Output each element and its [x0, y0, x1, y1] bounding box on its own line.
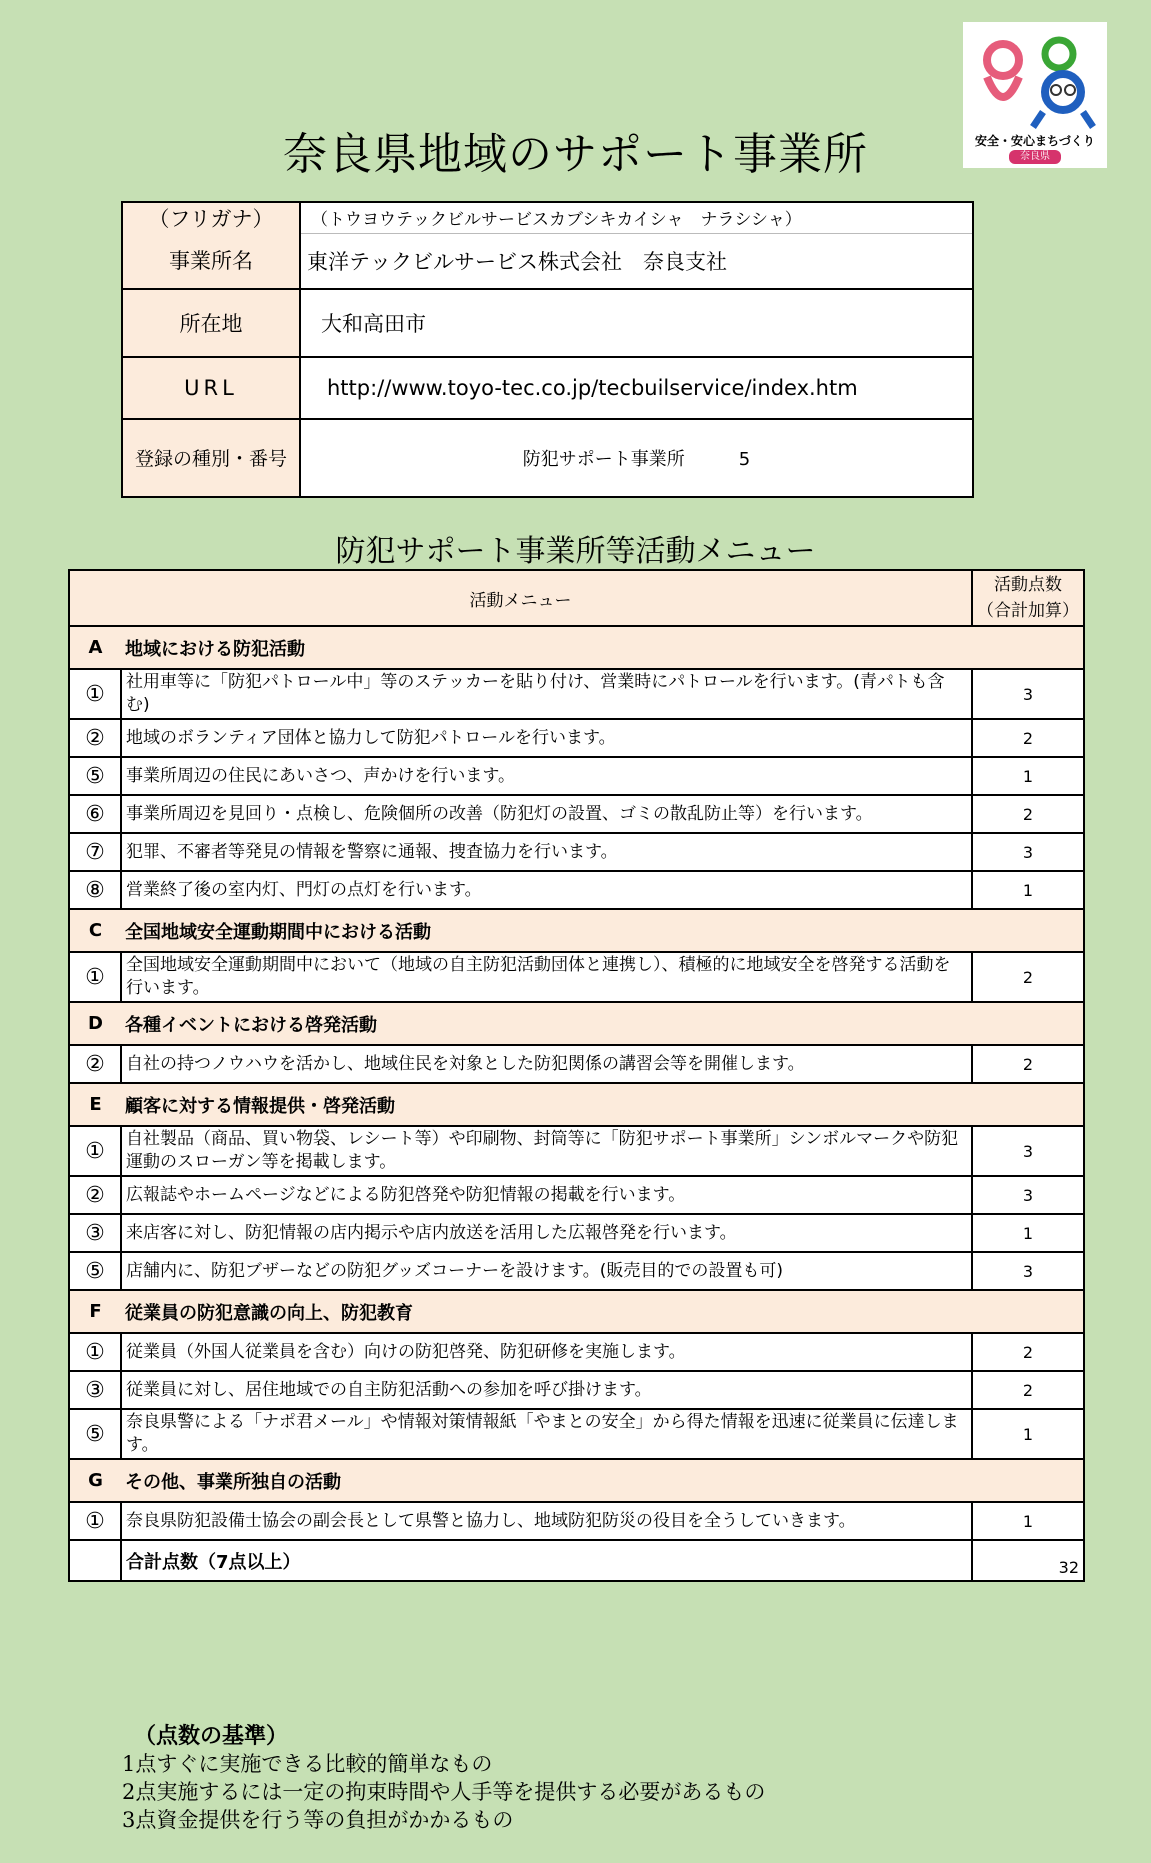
activity-row: [69, 833, 1084, 871]
section-title: 各種イベントにおける啓発活動: [121, 1002, 972, 1045]
address-label: 所在地: [122, 289, 300, 357]
section-blank: [972, 1083, 1084, 1126]
activity-points: 2: [972, 1371, 1084, 1409]
activity-points: 3: [972, 1126, 1084, 1176]
page-title: 奈良県地域のサポート事業所: [283, 129, 868, 180]
total-blank: [69, 1540, 121, 1581]
name-value: 東洋テックビルサービス株式会社 奈良支社: [300, 233, 973, 289]
activity-menu-table: [68, 569, 1085, 1582]
activity-text: 全国地域安全運動期間中において（地域の自主防犯活動団体と連携し）、積極的に地域安全を啓発する活動を行います。: [121, 952, 972, 1002]
total-value: 32: [972, 1540, 1084, 1581]
section-title: 顧客に対する情報提供・啓発活動: [121, 1083, 972, 1126]
section-title: 全国地域安全運動期間中における活動: [121, 909, 972, 952]
registration-label: 登録の種別・番号: [122, 419, 300, 497]
activity-points: 1: [972, 1409, 1084, 1459]
activity-text: 来店客に対し、防犯情報の店内掲示や店内放送を活用した広報啓発を行います。: [121, 1214, 972, 1252]
activity-number: ⑤: [69, 1252, 121, 1290]
section-title: 従業員の防犯意識の向上、防犯教育: [121, 1290, 972, 1333]
logo-badge: 奈良県: [1009, 150, 1061, 164]
criteria: [122, 1722, 765, 1834]
activity-row: [69, 1045, 1084, 1083]
activity-number: ①: [69, 1126, 121, 1176]
criteria-line-1: 1点すぐに実施できる比較的簡単なもの: [122, 1752, 493, 1776]
section-blank: [972, 1002, 1084, 1045]
name-label: 事業所名: [122, 233, 300, 289]
total-row: [69, 1540, 1084, 1581]
activity-points: 1: [972, 1502, 1084, 1540]
activity-points: 2: [972, 1333, 1084, 1371]
mascot-logo-icon: [963, 22, 1107, 132]
section-row: [69, 1002, 1084, 1045]
total-label: 合計点数（7点以上）: [121, 1540, 972, 1581]
activity-points: 3: [972, 669, 1084, 719]
activity-number: ⑧: [69, 871, 121, 909]
activity-number: ②: [69, 1176, 121, 1214]
section-row: [69, 626, 1084, 669]
logo-text: 安全・安心まちづくり: [975, 134, 1095, 148]
activity-number: ③: [69, 1214, 121, 1252]
activity-points: 1: [972, 871, 1084, 909]
activity-row: [69, 795, 1084, 833]
activity-text: 自社製品（商品、買い物袋、レシート等）や印刷物、封筒等に「防犯サポート事業所」シンボルマークや防犯運動のスローガン等を掲載します。: [121, 1126, 972, 1176]
activity-points: 2: [972, 795, 1084, 833]
criteria-title: （点数の基準）: [134, 1723, 289, 1749]
section-blank: [972, 1459, 1084, 1502]
section-row: [69, 1459, 1084, 1502]
activity-row: [69, 669, 1084, 719]
furigana-value: （トウヨウテックビルサービスカブシキカイシャ ナラシシャ）: [300, 202, 973, 233]
activity-row: [69, 1409, 1084, 1459]
points-header-line1: 活動点数: [994, 575, 1062, 595]
activity-text: 従業員（外国人従業員を含む）向けの防犯啓発、防犯研修を実施します。: [121, 1333, 972, 1371]
activity-points: 3: [972, 1252, 1084, 1290]
activity-number: ①: [69, 669, 121, 719]
activity-number: ①: [69, 1502, 121, 1540]
section-title: その他、事業所独自の活動: [121, 1459, 972, 1502]
activity-number: ②: [69, 719, 121, 757]
activity-number: ①: [69, 1333, 121, 1371]
points-header-line2: （合計加算）: [977, 601, 1079, 621]
section-row: [69, 909, 1084, 952]
activity-number: ②: [69, 1045, 121, 1083]
activity-number: ①: [69, 952, 121, 1002]
menu-header: 活動メニュー: [69, 570, 972, 626]
activity-row: [69, 1502, 1084, 1540]
section-blank: [972, 909, 1084, 952]
menu-header-row: [69, 570, 1084, 626]
registration-value: 防犯サポート事業所 5: [300, 419, 973, 497]
criteria-line-2: 2点実施するには一定の拘束時間や人手等を提供する必要があるもの: [122, 1780, 766, 1804]
activity-points: 2: [972, 952, 1084, 1002]
activity-text: 広報誌やホームページなどによる防犯啓発や防犯情報の掲載を行います。: [121, 1176, 972, 1214]
criteria-line-3: 3点資金提供を行う等の負担がかかるもの: [122, 1808, 514, 1832]
section-letter: G: [69, 1459, 121, 1502]
activity-text: 犯罪、不審者等発見の情報を警察に通報、捜査協力を行います。: [121, 833, 972, 871]
activity-text: 奈良県警による「ナポ君メール」や情報対策情報紙「やまとの安全」から得た情報を迅速に従業員に伝達します。: [121, 1409, 972, 1459]
activity-row: [69, 952, 1084, 1002]
activity-row: [69, 1214, 1084, 1252]
activity-text: 自社の持つノウハウを活かし、地域住民を対象とした防犯関係の講習会等を開催します。: [121, 1045, 972, 1083]
section-title: 地域における防犯活動: [121, 626, 972, 669]
address-value: 大和高田市: [300, 289, 973, 357]
activity-row: [69, 719, 1084, 757]
activity-row: [69, 1333, 1084, 1371]
activity-row: [69, 1176, 1084, 1214]
activity-number: ⑥: [69, 795, 121, 833]
section-blank: [972, 1290, 1084, 1333]
activity-points: 3: [972, 833, 1084, 871]
activity-points: 1: [972, 1214, 1084, 1252]
activity-number: ⑤: [69, 757, 121, 795]
activity-text: 地域のボランティア団体と協力して防犯パトロールを行います。: [121, 719, 972, 757]
activity-text: 従業員に対し、居住地域での自主防犯活動への参加を呼び掛けます。: [121, 1371, 972, 1409]
activity-row: [69, 1252, 1084, 1290]
activity-number: ⑤: [69, 1409, 121, 1459]
activity-row: [69, 871, 1084, 909]
activity-text: 店舗内に、防犯ブザーなどの防犯グッズコーナーを設けます。(販売目的での設置も可): [121, 1252, 972, 1290]
activity-text: 社用車等に「防犯パトロール中」等のステッカーを貼り付け、営業時にパトロールを行います。(青パトも含む): [121, 669, 972, 719]
activity-points: 2: [972, 719, 1084, 757]
activity-number: ⑦: [69, 833, 121, 871]
activity-points: 3: [972, 1176, 1084, 1214]
activity-row: [69, 1371, 1084, 1409]
activity-text: 事業所周辺の住民にあいさつ、声かけを行います。: [121, 757, 972, 795]
menu-title: 防犯サポート事業所等活動メニュー: [335, 534, 816, 569]
activity-number: ③: [69, 1371, 121, 1409]
points-header: [972, 570, 1084, 626]
url-label: URL: [122, 357, 300, 419]
activity-text: 奈良県防犯設備士協会の副会長として県警と協力し、地域防犯防災の役目を全うしていきます。: [121, 1502, 972, 1540]
section-blank: [972, 626, 1084, 669]
section-row: [69, 1290, 1084, 1333]
section-letter: C: [69, 909, 121, 952]
activity-row: [69, 1126, 1084, 1176]
section-letter: A: [69, 626, 121, 669]
office-info-table: [121, 201, 974, 498]
url-value[interactable]: http://www.toyo-tec.co.jp/tecbuilservice/index.htm: [300, 357, 973, 419]
activity-points: 2: [972, 1045, 1084, 1083]
section-letter: E: [69, 1083, 121, 1126]
activity-text: 営業終了後の室内灯、門灯の点灯を行います。: [121, 871, 972, 909]
activity-points: 1: [972, 757, 1084, 795]
activity-text: 事業所周辺を見回り・点検し、危険個所の改善（防犯灯の設置、ゴミの散乱防止等）を行います。: [121, 795, 972, 833]
furigana-label: （フリガナ）: [122, 202, 300, 233]
activity-row: [69, 757, 1084, 795]
section-letter: F: [69, 1290, 121, 1333]
section-letter: D: [69, 1002, 121, 1045]
section-row: [69, 1083, 1084, 1126]
